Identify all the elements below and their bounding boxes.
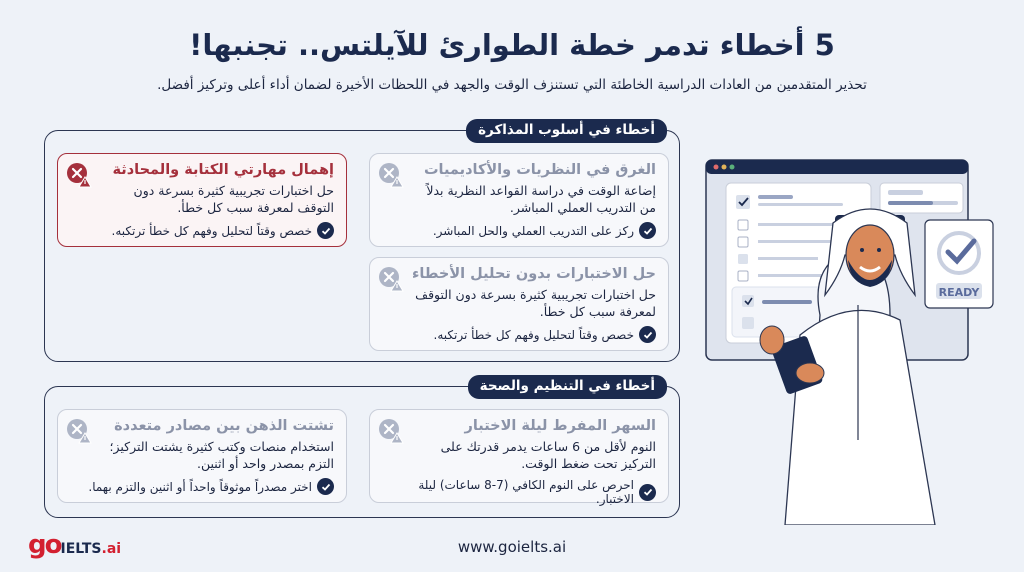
ready-label: READY [938, 286, 980, 299]
card-body: حل اختبارات تجريبية كثيرة بسرعة دون التوقف لمعرفة سبب كل خطأ. [133, 183, 334, 215]
illustration [700, 155, 1000, 525]
mistake-card [369, 153, 669, 247]
logo-go: go [28, 530, 61, 560]
tip-text: احرص على النوم الكافي (7-8 ساعات) ليلة الاختبار. [418, 478, 634, 506]
card-title: السهر المفرط ليلة الاختبار [464, 418, 656, 434]
section-study-method [44, 122, 680, 362]
section-label: أخطاء في التنظيم والصحة [468, 375, 667, 399]
card-tip [70, 222, 334, 239]
card-title: حل الاختبارات بدون تحليل الأخطاء [411, 266, 656, 282]
x-warning-icon [378, 162, 404, 188]
x-warning-icon [66, 162, 92, 188]
check-icon [317, 222, 334, 239]
tip-text: خصص وقتاً لتحليل وفهم كل خطأ ترتكبه. [111, 223, 312, 238]
page-title: 5 أخطاء تدمر خطة الطوارئ للآيلتس.. تجنبها! [189, 28, 835, 62]
card-title: تشتت الذهن بين مصادر متعددة [114, 418, 334, 434]
mistake-card [369, 409, 669, 506]
card-tip [70, 478, 334, 495]
card-body: النوم لأقل من 6 ساعات يدمر قدرتك على التركيز تحت ضغط الوقت. [440, 439, 656, 471]
card-title: إهمال مهارتي الكتابة والمحادثة [112, 162, 334, 178]
page-subtitle: تحذير المتقدمين من العادات الدراسية الخاطئة التي تستنزف الوقت والجهد في اللحظات الأخيرة لضمان أداء أعلى وتركيز أفضل. [157, 77, 867, 93]
card-tip [382, 478, 656, 506]
x-warning-icon [66, 418, 92, 444]
card-tip [382, 326, 656, 343]
card-body: إضاعة الوقت في دراسة القواعد النظرية بدلاً من التدريب العملي المباشر. [426, 183, 656, 215]
logo-ielts: IELTS [60, 541, 102, 557]
tip-text: اختر مصدراً موثوقاً واحداً أو اثنين والتزم بهما. [88, 479, 312, 494]
x-warning-icon [378, 266, 404, 292]
logo-ai: .ai [101, 541, 122, 557]
x-warning-icon [378, 418, 404, 444]
mistake-card [57, 409, 347, 503]
check-icon [639, 326, 656, 343]
mistake-card-highlighted [57, 153, 347, 247]
card-tip [382, 222, 656, 239]
check-icon [639, 222, 656, 239]
section-label: أخطاء في أسلوب المذاكرة [466, 119, 667, 143]
website-url[interactable]: www.goielts.ai [457, 538, 567, 556]
check-icon [639, 484, 656, 501]
check-icon [317, 478, 334, 495]
section-organization-health [44, 378, 680, 518]
mistake-card [369, 257, 669, 351]
tip-text: خصص وقتاً لتحليل وفهم كل خطأ ترتكبه. [433, 327, 634, 342]
card-body: حل اختبارات تجريبية كثيرة بسرعة دون التوقف لمعرفة سبب كل خطأ. [415, 287, 656, 319]
card-body: استخدام منصات وكتب كثيرة يشتت التركيز؛ التزم بمصدر واحد أو اثنين. [109, 439, 334, 471]
card-title: الغرق في النظريات والأكاديميات [423, 162, 656, 178]
tip-text: ركز على التدريب العملي والحل المباشر. [432, 223, 634, 238]
